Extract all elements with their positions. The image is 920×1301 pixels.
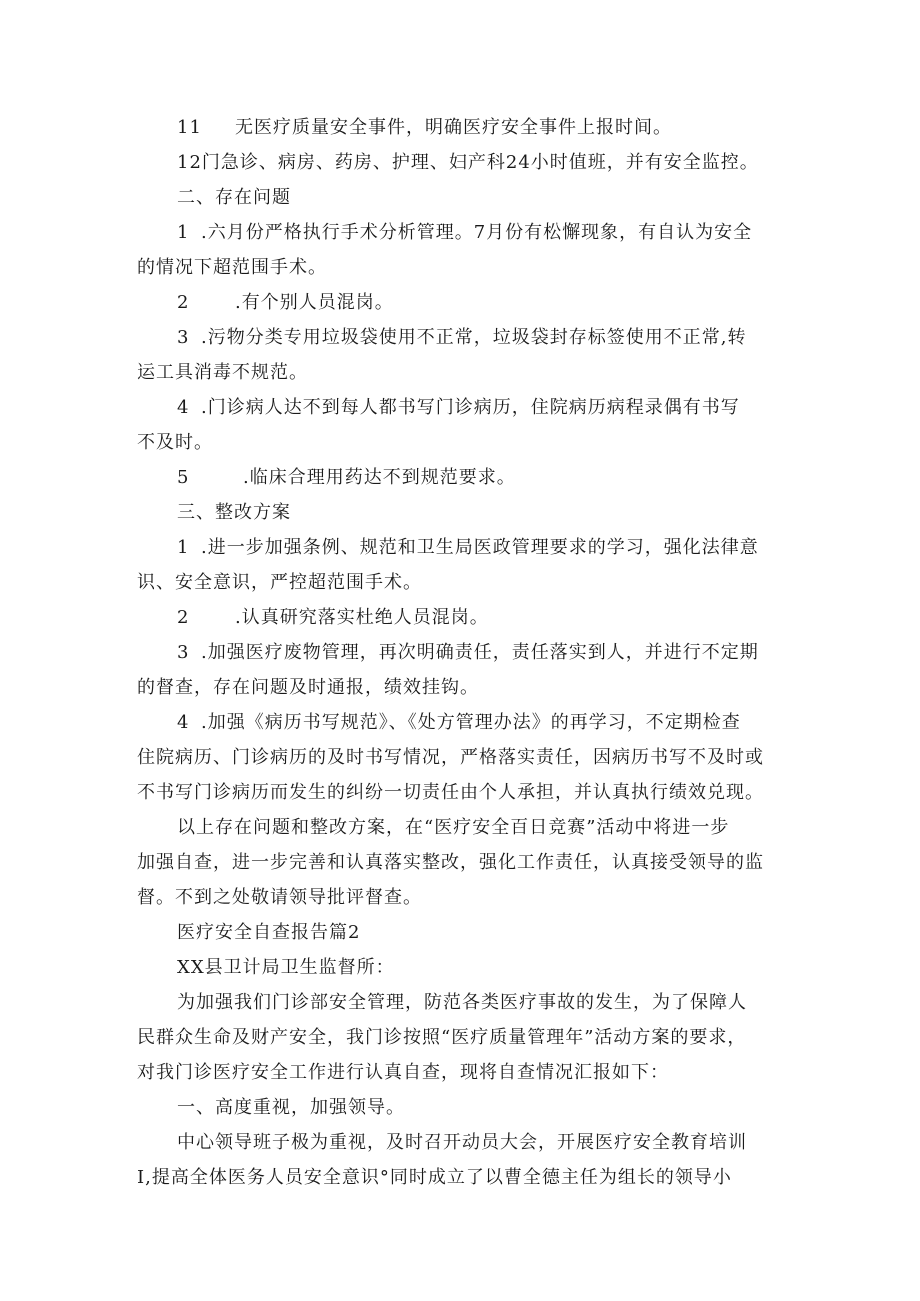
plan-1-cont xyxy=(137,570,422,596)
problem-4-cont xyxy=(137,430,213,456)
item-number: 3 xyxy=(177,642,190,663)
paragraph-text: 中心领导班子极为重视，及时召开动员大会，开展医疗安全教育培训 xyxy=(177,1132,747,1153)
item-text: 住院病历、门诊病历的及时书写情况，严格落实责任，因病历书写不及时或 xyxy=(137,747,764,768)
problem-4 xyxy=(177,395,740,421)
plan-1 xyxy=(177,535,759,561)
plan-3 xyxy=(177,640,759,666)
paragraph-text: 以上存在问题和整改方案，在“医疗安全百日竞赛”活动中将进一步 xyxy=(177,817,730,838)
leadership-cont xyxy=(137,1165,732,1191)
plan-2 xyxy=(177,605,489,631)
paragraph-text: 加强自查，进一步完善和认真落实整改，强化工作责任，认真接受领导的监 xyxy=(137,852,764,873)
item-text: 识、安全意识，严控超范围手术。 xyxy=(137,572,422,593)
item-text: .进一步加强条例、规范和卫生局医政管理要求的学习，强化法律意 xyxy=(201,537,759,558)
plan-4-cont-1 xyxy=(137,745,764,771)
item-text: .认真研究落实杜绝人员混岗。 xyxy=(235,607,489,628)
item-text: .加强《病历书写规范》、《处方管理办法》的再学习，不定期检查 xyxy=(201,712,741,733)
item-text: .有个别人员混岗。 xyxy=(235,292,394,313)
item-text: 不书写门诊病历而发生的纠纷一切责任由个人承担，并认真执行绩效兑现。 xyxy=(137,782,764,803)
leadership-paragraph xyxy=(177,1130,747,1156)
line-item-11 xyxy=(177,115,672,141)
item-text: 运工具消毒不规范。 xyxy=(137,362,308,383)
problem-2 xyxy=(177,290,394,316)
item-text: .门诊病人达不到每人都书写门诊病历，住院病历病程录偶有书写 xyxy=(201,397,740,418)
item-number: 4 xyxy=(177,712,190,733)
intro-cont-1 xyxy=(137,1025,746,1051)
problem-1 xyxy=(177,220,752,246)
plan-4 xyxy=(177,710,741,736)
plan-4-cont-2 xyxy=(137,780,764,806)
item-text: 的督查，存在问题及时通报，绩效挂钩。 xyxy=(137,677,479,698)
item-number: 2 xyxy=(177,607,190,628)
item-number: 1 xyxy=(177,222,190,243)
section-heading-plan xyxy=(177,500,291,526)
item-text: 不及时。 xyxy=(137,432,213,453)
section-heading-problems xyxy=(177,185,291,211)
item-number: 1 xyxy=(177,537,190,558)
problem-3 xyxy=(177,325,746,351)
summary-cont-2 xyxy=(137,885,422,911)
item-text: .加强医疗废物管理，再次明确责任，责任落实到人，并进行不定期 xyxy=(201,642,759,663)
plan-3-cont xyxy=(137,675,479,701)
paragraph-text: 对我门诊医疗安全工作进行认真自查，现将自查情况汇报如下： xyxy=(137,1062,669,1083)
item-text: .临床合理用药达不到规范要求。 xyxy=(243,467,516,488)
problem-3-cont xyxy=(137,360,308,386)
summary-cont-1 xyxy=(137,850,764,876)
line-item-12 xyxy=(177,150,759,176)
item-number: 4 xyxy=(177,397,190,418)
item-number: 3 xyxy=(177,327,190,348)
item-text: 无医疗质量安全事件，明确医疗安全事件上报时间。 xyxy=(235,117,672,138)
intro-cont-2 xyxy=(137,1060,669,1086)
problem-5 xyxy=(177,465,516,491)
paragraph-text: 督。不到之处敬请领导批评督查。 xyxy=(137,887,422,908)
addressee xyxy=(177,955,395,981)
item-text: .污物分类专用垃圾袋使用不正常，垃圾袋封存标签使用不正常,转 xyxy=(201,327,747,348)
paragraph-text: 民群众生命及财产安全，我门诊按照“医疗质量管理年”活动方案的要求， xyxy=(137,1027,747,1048)
heading-text: 三、整改方案 xyxy=(177,502,291,523)
paragraph-text: I,提高全体医务人员安全意识°同时成立了以曹全德主任为组长的领导小 xyxy=(137,1167,732,1188)
summary-paragraph xyxy=(177,815,729,841)
problem-1-cont xyxy=(137,255,327,281)
paragraph-text: 为加强我们门诊部安全管理，防范各类医疗事故的发生，为了保障人 xyxy=(177,992,747,1013)
title-text: 医疗安全自查报告篇2 xyxy=(177,922,361,943)
addressee-text: XX县卫计局卫生监督所： xyxy=(177,957,395,978)
item-number: 5 xyxy=(177,467,190,488)
section-heading-leadership xyxy=(177,1095,405,1121)
heading-text: 一、高度重视，加强领导。 xyxy=(177,1097,405,1118)
item-number: 2 xyxy=(177,292,190,313)
item-number: 11 xyxy=(177,117,202,138)
item-text: 的情况下超范围手术。 xyxy=(137,257,327,278)
item-text: 12门急诊、病房、药房、护理、妇产科24小时值班，并有安全监控。 xyxy=(177,152,759,173)
report-title xyxy=(177,920,360,946)
intro-paragraph xyxy=(177,990,747,1016)
heading-text: 二、存在问题 xyxy=(177,187,291,208)
item-text: .六月份严格执行手术分析管理。7月份有松懈现象，有自认为安全 xyxy=(201,222,753,243)
